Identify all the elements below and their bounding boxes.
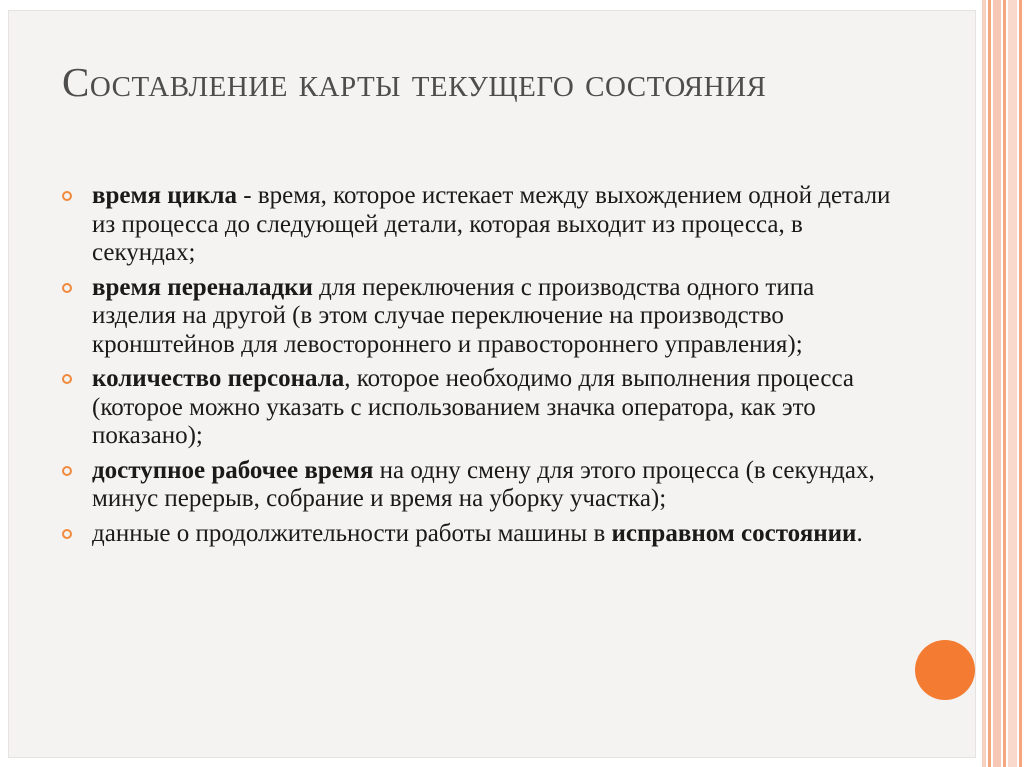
bullet-term: исправном состоянии — [611, 519, 857, 547]
bullet-text: , которое необходимо для выполнения процесса (которое можно указать с использованием значка оператора, как это показано); — [92, 365, 854, 449]
stripe — [982, 0, 986, 767]
bullet-item — [62, 457, 902, 514]
bullet-list — [62, 182, 902, 554]
decorative-stripes — [982, 0, 1024, 767]
decorative-circle — [915, 640, 975, 700]
bullet-text: для переключения с производства одного типа изделия на другой (в этом случае переключение на производство кронштейнов для левостороннего и правостороннего управления); — [92, 273, 815, 358]
bullet-icon — [62, 374, 72, 384]
bullet-icon — [62, 283, 72, 293]
bullet-term: количество персонала — [92, 365, 345, 392]
slide-title: Составление карты текущего состояния — [62, 59, 767, 105]
stripe — [988, 0, 991, 767]
bullet-item — [62, 182, 902, 268]
bullet-term: время переналадки — [92, 273, 313, 301]
bullet-icon — [62, 466, 72, 476]
stripe — [1008, 0, 1017, 767]
bullet-icon — [62, 529, 72, 539]
bullet-term: время цикла — [92, 182, 238, 209]
bullet-item — [62, 520, 902, 549]
bullet-text: - время, которое истекает между выхождением одной детали из процесса до следующей детали, которая выходит из процесса, в секундах; — [92, 182, 891, 266]
bullet-item — [62, 274, 902, 360]
bullet-text: данные о продолжительности работы машины в — [92, 519, 612, 547]
bullet-item — [62, 365, 902, 451]
stripe — [993, 0, 1001, 767]
bullet-text-end: . — [856, 519, 863, 547]
bullet-icon — [62, 191, 72, 201]
stripe — [1019, 0, 1022, 767]
stripe — [1003, 0, 1006, 767]
bullet-text: на одну смену для этого процесса (в секундах, минус перерыв, собрание и время на уборку участка); — [92, 456, 875, 512]
bullet-term: доступное рабочее время — [92, 456, 374, 484]
